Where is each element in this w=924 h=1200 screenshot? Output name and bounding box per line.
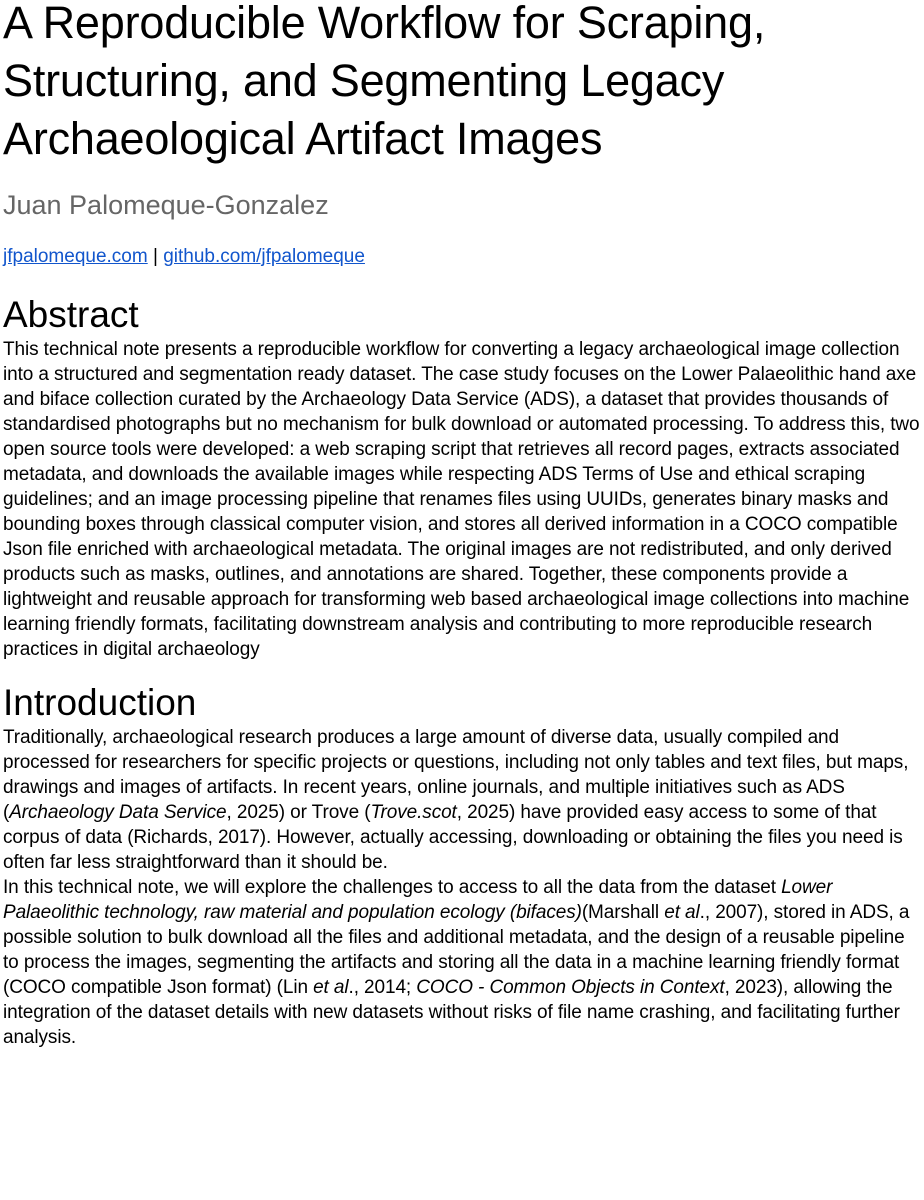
abstract-text: This technical note presents a reproducible workflow for converting a legacy archaeological image collection into a structured and segmentation ready dataset. The case study focuses on the Lower Palaeolithic hand axe and biface collection curated by the Archaeology Data Service (ADS), a dataset that provides thousands of standardised photographs but no mechanism for bulk download or automated processing. To address this, two open source tools were developed: a web scraping script that retrieves all record pages, extracts associated metadata, and downloads the available images while respecting ADS Terms of Use and ethical scraping guidelines; and an image processing pipeline that renames files using UUIDs, generates binary masks and bounding boxes through classical computer vision, and stores all derived information in a COCO compatible Json file enriched with archaeological metadata. The original images are not redistributed, and only derived products such as masks, outlines, and annotations are shared. Together, these components provide a lightweight and reusable approach for transforming web based archaeological image collections into machine learning friendly formats, facilitating downstream analysis and contributing to more reproducible research practices in digital archaeology	[3, 339, 920, 660]
intro-p2-text-1: In this technical note, we will explore the challenges to access to all the data from the dataset	[3, 877, 782, 898]
intro-p1-text-2: , 2025) or Trove (	[226, 802, 371, 823]
abstract-heading: Abstract	[3, 294, 139, 335]
introduction-paragraph-1	[3, 725, 924, 875]
author-links	[3, 245, 924, 269]
intro-p2-italic-4: COCO - Common Objects in Context	[416, 977, 725, 998]
intro-p2-italic-2: et al	[664, 902, 700, 923]
introduction-heading: Introduction	[3, 682, 197, 723]
intro-p2-text-4: ., 2014;	[348, 977, 417, 998]
github-link[interactable]: github.com/jfpalomeque	[163, 246, 365, 267]
intro-p2-text-5: , 2023), allowing the integration of the dataset details with new datasets without risks of file name crashing, and facilitating further analysis.	[3, 977, 900, 1048]
paper-title: A Reproducible Workflow for Scraping, Structuring, and Segmenting Legacy Archaeological Artifact Images	[3, 0, 766, 164]
intro-p1-italic-1: Archaeology Data Service	[9, 802, 227, 823]
website-link[interactable]: jfpalomeque.com	[3, 246, 148, 267]
intro-p2-italic-1: Lower Palaeolithic technology, raw material and population ecology (bifaces)	[3, 877, 833, 923]
intro-p1-italic-2: Trove.scot	[370, 802, 457, 823]
introduction-paragraph-2	[3, 875, 924, 1050]
intro-p2-text-2: (Marshall	[581, 902, 665, 923]
link-separator: |	[152, 246, 158, 267]
author-name: Juan Palomeque-Gonzalez	[3, 190, 329, 220]
intro-p1-text-1: Traditionally, archaeological research produces a large amount of diverse data, usually compiled and processed for researchers for specific projects or questions, including not only tables and text files, but maps, drawings and images of artifacts. In recent years, online journals, and multiple initiatives such as ADS (	[3, 727, 909, 823]
intro-p2-italic-3: et al	[313, 977, 349, 998]
intro-p2-text-3: ., 2007), stored in ADS, a possible solution to bulk download all the files and additional metadata, and the design of a reusable pipeline to process the images, segmenting the artifacts and storing all the data in a machine learning friendly format (COCO compatible Json format) (Lin	[3, 902, 910, 998]
intro-p1-text-3: , 2025) have provided easy access to some of that corpus of data (Richards, 2017). However, actually accessing, downloading or obtaining the files you need is often far less straightforward than it should be.	[3, 802, 903, 873]
